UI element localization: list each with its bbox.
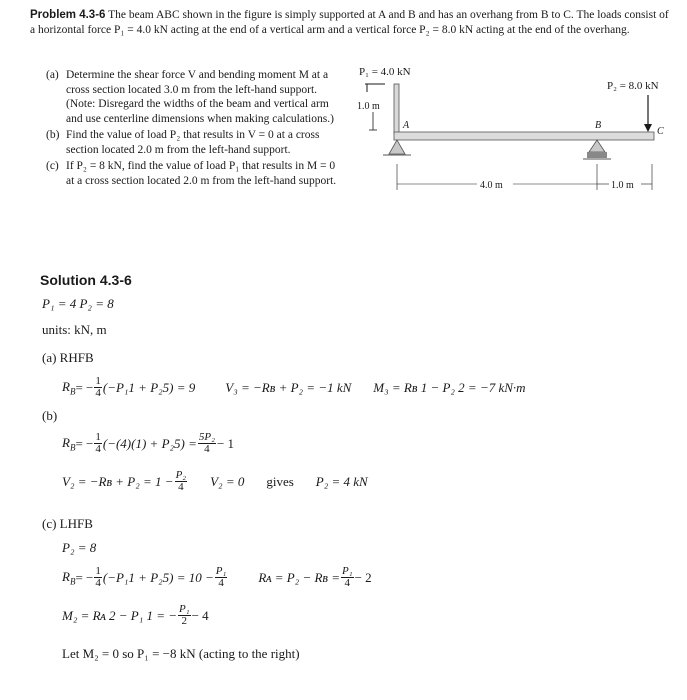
gives-word: gives [266, 473, 294, 489]
rb-eq-mid: (−P₁1 + P₂5) = 10 − [102, 569, 214, 585]
moment-m3: M₃ = Rʙ 1 − P₂ 2 = −7 kN·m [373, 379, 526, 395]
m2-eq-tail: − 4 [191, 607, 209, 623]
p2-result: P₂ = 4 kN [315, 473, 368, 489]
part-c-given: P₂ = 8 [62, 540, 97, 555]
part-c [46, 159, 346, 188]
fraction-p1-4b: $\frac{\text{P₁}}{4}$ [342, 565, 353, 589]
overhang-label: 1.0 m [611, 180, 634, 191]
part-c-conclusion: Let M₂ = 0 so P₁ = −8 kN (acting to the right) [62, 646, 300, 661]
b-label: B [595, 120, 602, 131]
part-tag: (a) [46, 69, 59, 81]
shear-v2: V₂ = −Rʙ + P₂ = 1 − [62, 473, 174, 489]
rb-symbol: $R_B$ [62, 434, 76, 453]
equals-minus: = − [75, 379, 94, 395]
part-text: Find the value of load P₂ that results in V = 0 at a cross section located 2.0 m from the left-hand support. [66, 129, 320, 156]
fraction-5p2: $\frac{\text{5P₂}}{4}$ [198, 431, 215, 455]
roller-b [587, 152, 607, 158]
part-b-heading: (b) [42, 408, 58, 423]
rb-eq-tail: − 1 [216, 435, 235, 451]
part-a-heading: (a) RHFB [42, 350, 94, 365]
v2-condition: V₂ = 0 [210, 473, 245, 489]
p2-label: P₂ = 8.0 kN [607, 80, 659, 92]
ra-eq: Rᴀ = P₂ − Rʙ = [258, 569, 341, 585]
part-b-eq1 [62, 432, 234, 455]
rb-symbol: $R_B$ [62, 568, 76, 587]
equals-minus: = − [75, 435, 94, 451]
problem-text: The beam ABC shown in the figure is simply supported at A and B and has an overhang from B to C. The loads consist of a horizontal force P₁ = 4.0 kN acting at the end of a vertical arm and a vertical force P₂ = 8.0 kN acting at the end of the overhang. [30, 9, 669, 36]
rb-eq-tail: (−P₁1 + P₂5) = 9 [102, 379, 196, 395]
problem-parts [46, 68, 346, 190]
fraction-p2: $\frac{\text{P₂}}{4}$ [175, 469, 187, 493]
p1-label: P₁ = 4.0 kN [359, 66, 411, 78]
span-label: 4.0 m [480, 180, 503, 191]
part-b [46, 128, 346, 157]
fraction-p1-2: $\frac{\text{P₁}}{2}$ [179, 603, 190, 627]
part-tag: (c) [46, 160, 59, 172]
support-a [389, 140, 405, 154]
support-b [589, 140, 605, 152]
problem-statement [30, 8, 670, 38]
fraction-p1-4: $\frac{\text{P₁}}{4}$ [215, 565, 227, 589]
solution-title: Solution 4.3-6 [40, 272, 132, 288]
fraction-quarter: $\frac{1}{4}$ [95, 565, 101, 589]
part-tag: (b) [46, 129, 60, 141]
p2-arrowhead [644, 124, 652, 132]
part-text: Determine the shear force V and bending moment M at a cross section located 3.0 m from the left-hand support. (Note: Disregard the widths of the beam and vertical arm and use centerline dimensions when making calculations.) [66, 69, 334, 125]
ra-eq-tail: − 2 [354, 569, 372, 585]
fraction-quarter: $\frac{1}{4}$ [95, 431, 101, 455]
shear-v3: V₃ = −Rʙ + P₂ = −1 kN [225, 379, 352, 395]
beam [394, 132, 654, 140]
vertical-arm [394, 84, 399, 134]
part-a [46, 68, 346, 126]
arm-dim-label: 1.0 m [357, 101, 380, 112]
c-label: C [657, 126, 664, 137]
part-text: If P₂ = 8 kN, find the value of load P₁ that results in M = 0 at a cross section located 2.0 m from the left-hand support. [66, 160, 337, 187]
fraction-quarter: $\frac{1}{4}$ [95, 375, 101, 399]
part-c-heading: (c) LHFB [42, 516, 93, 531]
a-label: A [403, 120, 410, 131]
given-values: P₁ = 4 P₂ = 8 [42, 296, 114, 311]
units-line: units: kN, m [42, 322, 107, 337]
part-c-eq3 [62, 604, 209, 627]
rb-eq-mid: (−(4)(1) + P₂5) = [102, 435, 197, 451]
moment-m2: M₂ = Rᴀ 2 − P₁ 1 = − [62, 607, 178, 623]
beam-figure [345, 62, 675, 202]
problem-label: Problem 4.3-6 [30, 9, 106, 21]
part-b-eq2 [62, 470, 368, 493]
equals-minus: = − [75, 569, 94, 585]
rb-symbol: $R_B$ [62, 378, 76, 397]
part-a-equations [62, 376, 526, 399]
part-c-eq1 [62, 566, 372, 589]
